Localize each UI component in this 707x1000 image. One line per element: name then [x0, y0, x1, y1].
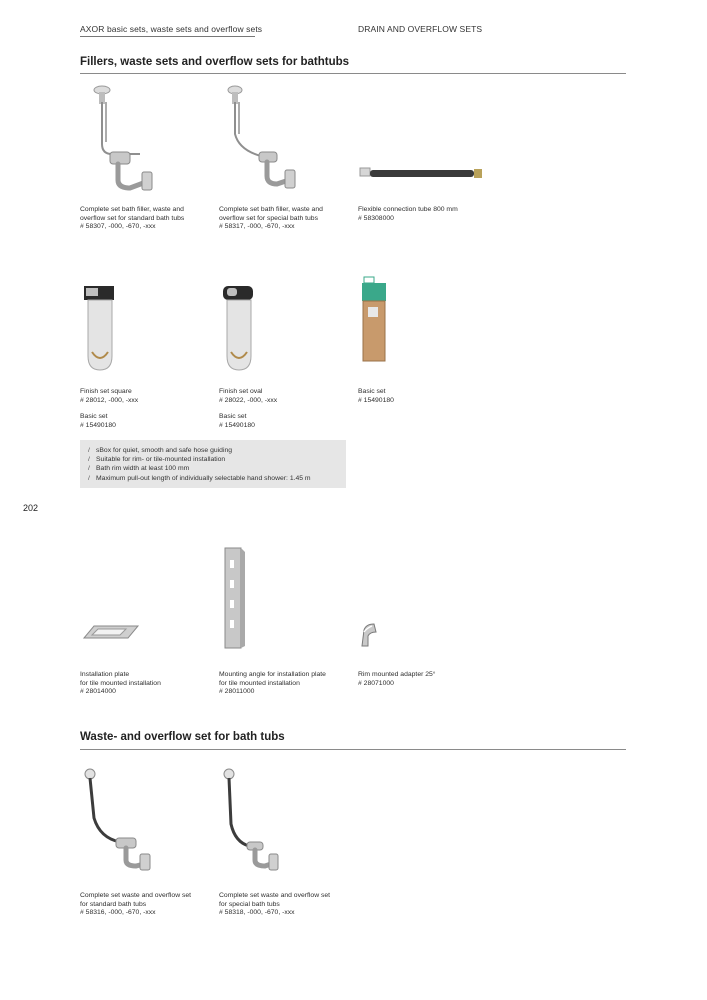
feature-box: [80, 440, 346, 488]
page-number: 202: [23, 503, 39, 513]
caption-line: overflow set for special bath tubs: [219, 214, 318, 222]
caption-line: for standard bath tubs: [80, 900, 147, 908]
article-number: # 58316, -000, -670, -xxx: [80, 909, 156, 917]
caption-line: Rim mounted adapter 25°: [358, 671, 436, 678]
section-title-fillers: Fillers, waste sets and overflow sets for bathtubs: [80, 56, 350, 68]
article-number: # 28014000: [80, 688, 116, 696]
feature-item: / Maximum pull-out length of individually selectable hand shower: 1.45 m: [88, 474, 311, 482]
installation-plate-image: [80, 620, 140, 642]
finish-set-square-image: [80, 282, 120, 374]
article-number: # 58307, -000, -670, -xxx: [80, 223, 156, 231]
feature-item: / Suitable for rim- or tile-mounted installation: [88, 456, 226, 464]
caption-line: Installation plate: [80, 671, 130, 678]
feature-item: / Bath rim width at least 100 mm: [88, 465, 190, 473]
caption-line: for tile mounted installation: [219, 679, 300, 687]
product-caption: [80, 892, 215, 918]
header-right-title: DRAIN AND OVERFLOW SETS: [358, 24, 483, 34]
product-caption: [80, 388, 215, 430]
product-caption: [219, 892, 354, 918]
article-number: # 58317, -000, -670, -xxx: [219, 223, 295, 231]
product-caption: [219, 671, 354, 697]
product-caption: [80, 206, 215, 232]
caption-line: Finish set square: [80, 388, 132, 395]
article-number: # 15490180: [358, 396, 394, 404]
caption-line: for tile mounted installation: [80, 679, 161, 687]
product-caption: [219, 206, 354, 232]
section-rule: [80, 73, 626, 74]
flexible-tube-image: [358, 162, 488, 184]
caption-line: Complete set waste and overflow set: [219, 892, 331, 899]
article-number: # 15490180: [219, 421, 255, 429]
product-caption: [358, 388, 493, 405]
section-rule: [80, 749, 626, 750]
caption-line: Complete set bath filler, waste and: [219, 206, 323, 213]
basic-set-box-image: [358, 275, 392, 367]
article-number: # 58318, -000, -670, -xxx: [219, 909, 295, 917]
section-title-waste-overflow: Waste- and overflow set for bath tubs: [80, 731, 285, 743]
caption-line: for special bath tubs: [219, 900, 280, 908]
article-number: # 58308000: [358, 214, 394, 222]
bath-filler-special-image: [219, 84, 309, 194]
bath-filler-standard-image: [80, 84, 170, 194]
header-left-title: AXOR basic sets, waste sets and overflow sets: [80, 24, 263, 34]
article-number: # 15490180: [80, 421, 116, 429]
caption-line: Mounting angle for installation plate: [219, 671, 326, 678]
product-caption: [358, 206, 493, 223]
header-underline: [80, 36, 255, 37]
caption-line: Complete set waste and overflow set: [80, 892, 192, 899]
mounting-angle-image: [219, 546, 247, 652]
caption-line: Basic set: [80, 413, 108, 421]
caption-line: Complete set bath filler, waste and: [80, 206, 184, 213]
caption-line: Flexible connection tube 800 mm: [358, 206, 458, 213]
caption-line: overflow set for standard bath tubs: [80, 214, 185, 222]
feature-item: / sBox for quiet, smooth and safe hose guiding: [88, 447, 233, 454]
caption-line: Basic set: [219, 413, 247, 421]
waste-overflow-standard-image: [80, 768, 160, 872]
article-number: # 28012, -000, -xxx: [80, 396, 139, 404]
article-number: # 28011000: [219, 688, 255, 696]
product-caption: [219, 388, 354, 430]
rim-adapter-image: [358, 620, 382, 650]
caption-line: Basic set: [358, 388, 386, 395]
feature-list: [80, 440, 346, 483]
caption-line: Finish set oval: [219, 388, 263, 395]
finish-set-oval-image: [219, 282, 259, 374]
product-caption: [358, 671, 493, 688]
product-caption: [80, 671, 215, 697]
article-number: # 28071000: [358, 679, 394, 687]
article-number: # 28022, -000, -xxx: [219, 396, 278, 404]
waste-overflow-special-image: [219, 768, 289, 872]
